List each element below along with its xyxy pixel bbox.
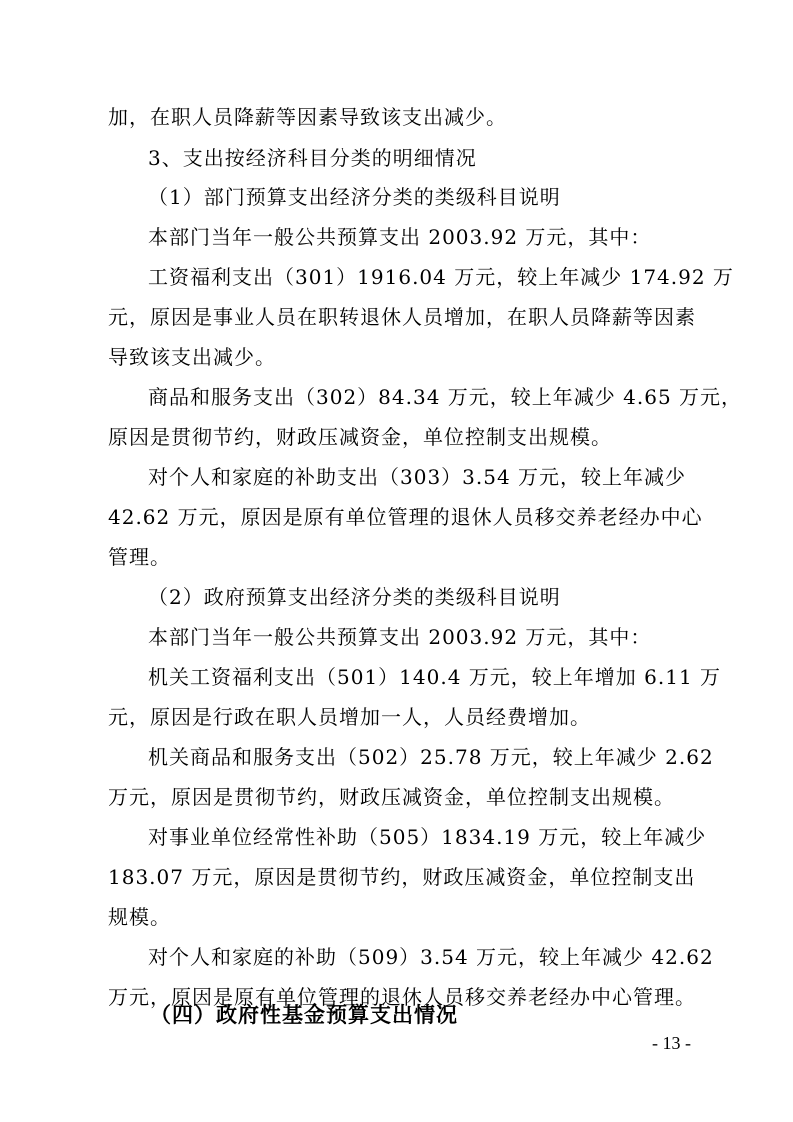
- paragraph-line: 万元，原因是贯彻节约，财政压减资金，单位控制支出规模。: [108, 785, 675, 809]
- paragraph-line: 万元，原因是原有单位管理的退休人员移交养老经办中心管理。: [108, 985, 696, 1009]
- paragraph-line: 对事业单位经常性补助（505）1834.19 万元，较上年减少: [148, 825, 707, 849]
- paragraph-line: 183.07 万元，原因是贯彻节约，财政压减资金，单位控制支出: [108, 865, 696, 889]
- paragraph-line: 对个人和家庭的补助支出（303）3.54 万元，较上年减少: [148, 465, 687, 489]
- subsection-title: （1）部门预算支出经济分类的类级科目说明: [148, 185, 561, 209]
- page-number: - 13 -: [652, 1033, 691, 1053]
- paragraph-line: 管理。: [108, 545, 171, 569]
- paragraph-line: 本部门当年一般公共预算支出 2003.92 万元，其中：: [148, 225, 652, 249]
- section-heading: （四）政府性基金预算支出情况: [150, 1002, 458, 1027]
- paragraph-line: 本部门当年一般公共预算支出 2003.92 万元，其中：: [148, 625, 652, 649]
- paragraph-line: 规模。: [108, 905, 171, 929]
- paragraph-line: 对个人和家庭的补助（509）3.54 万元，较上年减少 42.62: [148, 945, 714, 969]
- paragraph-line: 工资福利支出（301）1916.04 万元，较上年减少 174.92 万: [148, 265, 734, 289]
- paragraph-line: 42.62 万元，原因是原有单位管理的退休人员移交养老经办中心: [108, 505, 703, 529]
- paragraph-line: 商品和服务支出（302）84.34 万元，较上年减少 4.65 万元，: [148, 385, 743, 409]
- paragraph-line: 机关商品和服务支出（502）25.78 万元，较上年减少 2.62: [148, 745, 714, 769]
- subsection-title: （2）政府预算支出经济分类的类级科目说明: [148, 585, 561, 609]
- paragraph-line: 元，原因是行政在职人员增加一人，人员经费增加。: [108, 705, 591, 729]
- paragraph-line: 元，原因是事业人员在职转退休人员增加，在职人员降薪等因素: [108, 305, 696, 329]
- paragraph-line: 机关工资福利支出（501）140.4 万元，较上年增加 6.11 万: [148, 665, 722, 689]
- subsection-title: 3、支出按经济科目分类的明细情况: [148, 146, 477, 170]
- paragraph-line: 原因是贯彻节约，财政压减资金，单位控制支出规模。: [108, 425, 612, 449]
- paragraph-line: 加，在职人员降薪等因素导致该支出减少。: [108, 105, 507, 129]
- paragraph-line: 导致该支出减少。: [108, 345, 276, 369]
